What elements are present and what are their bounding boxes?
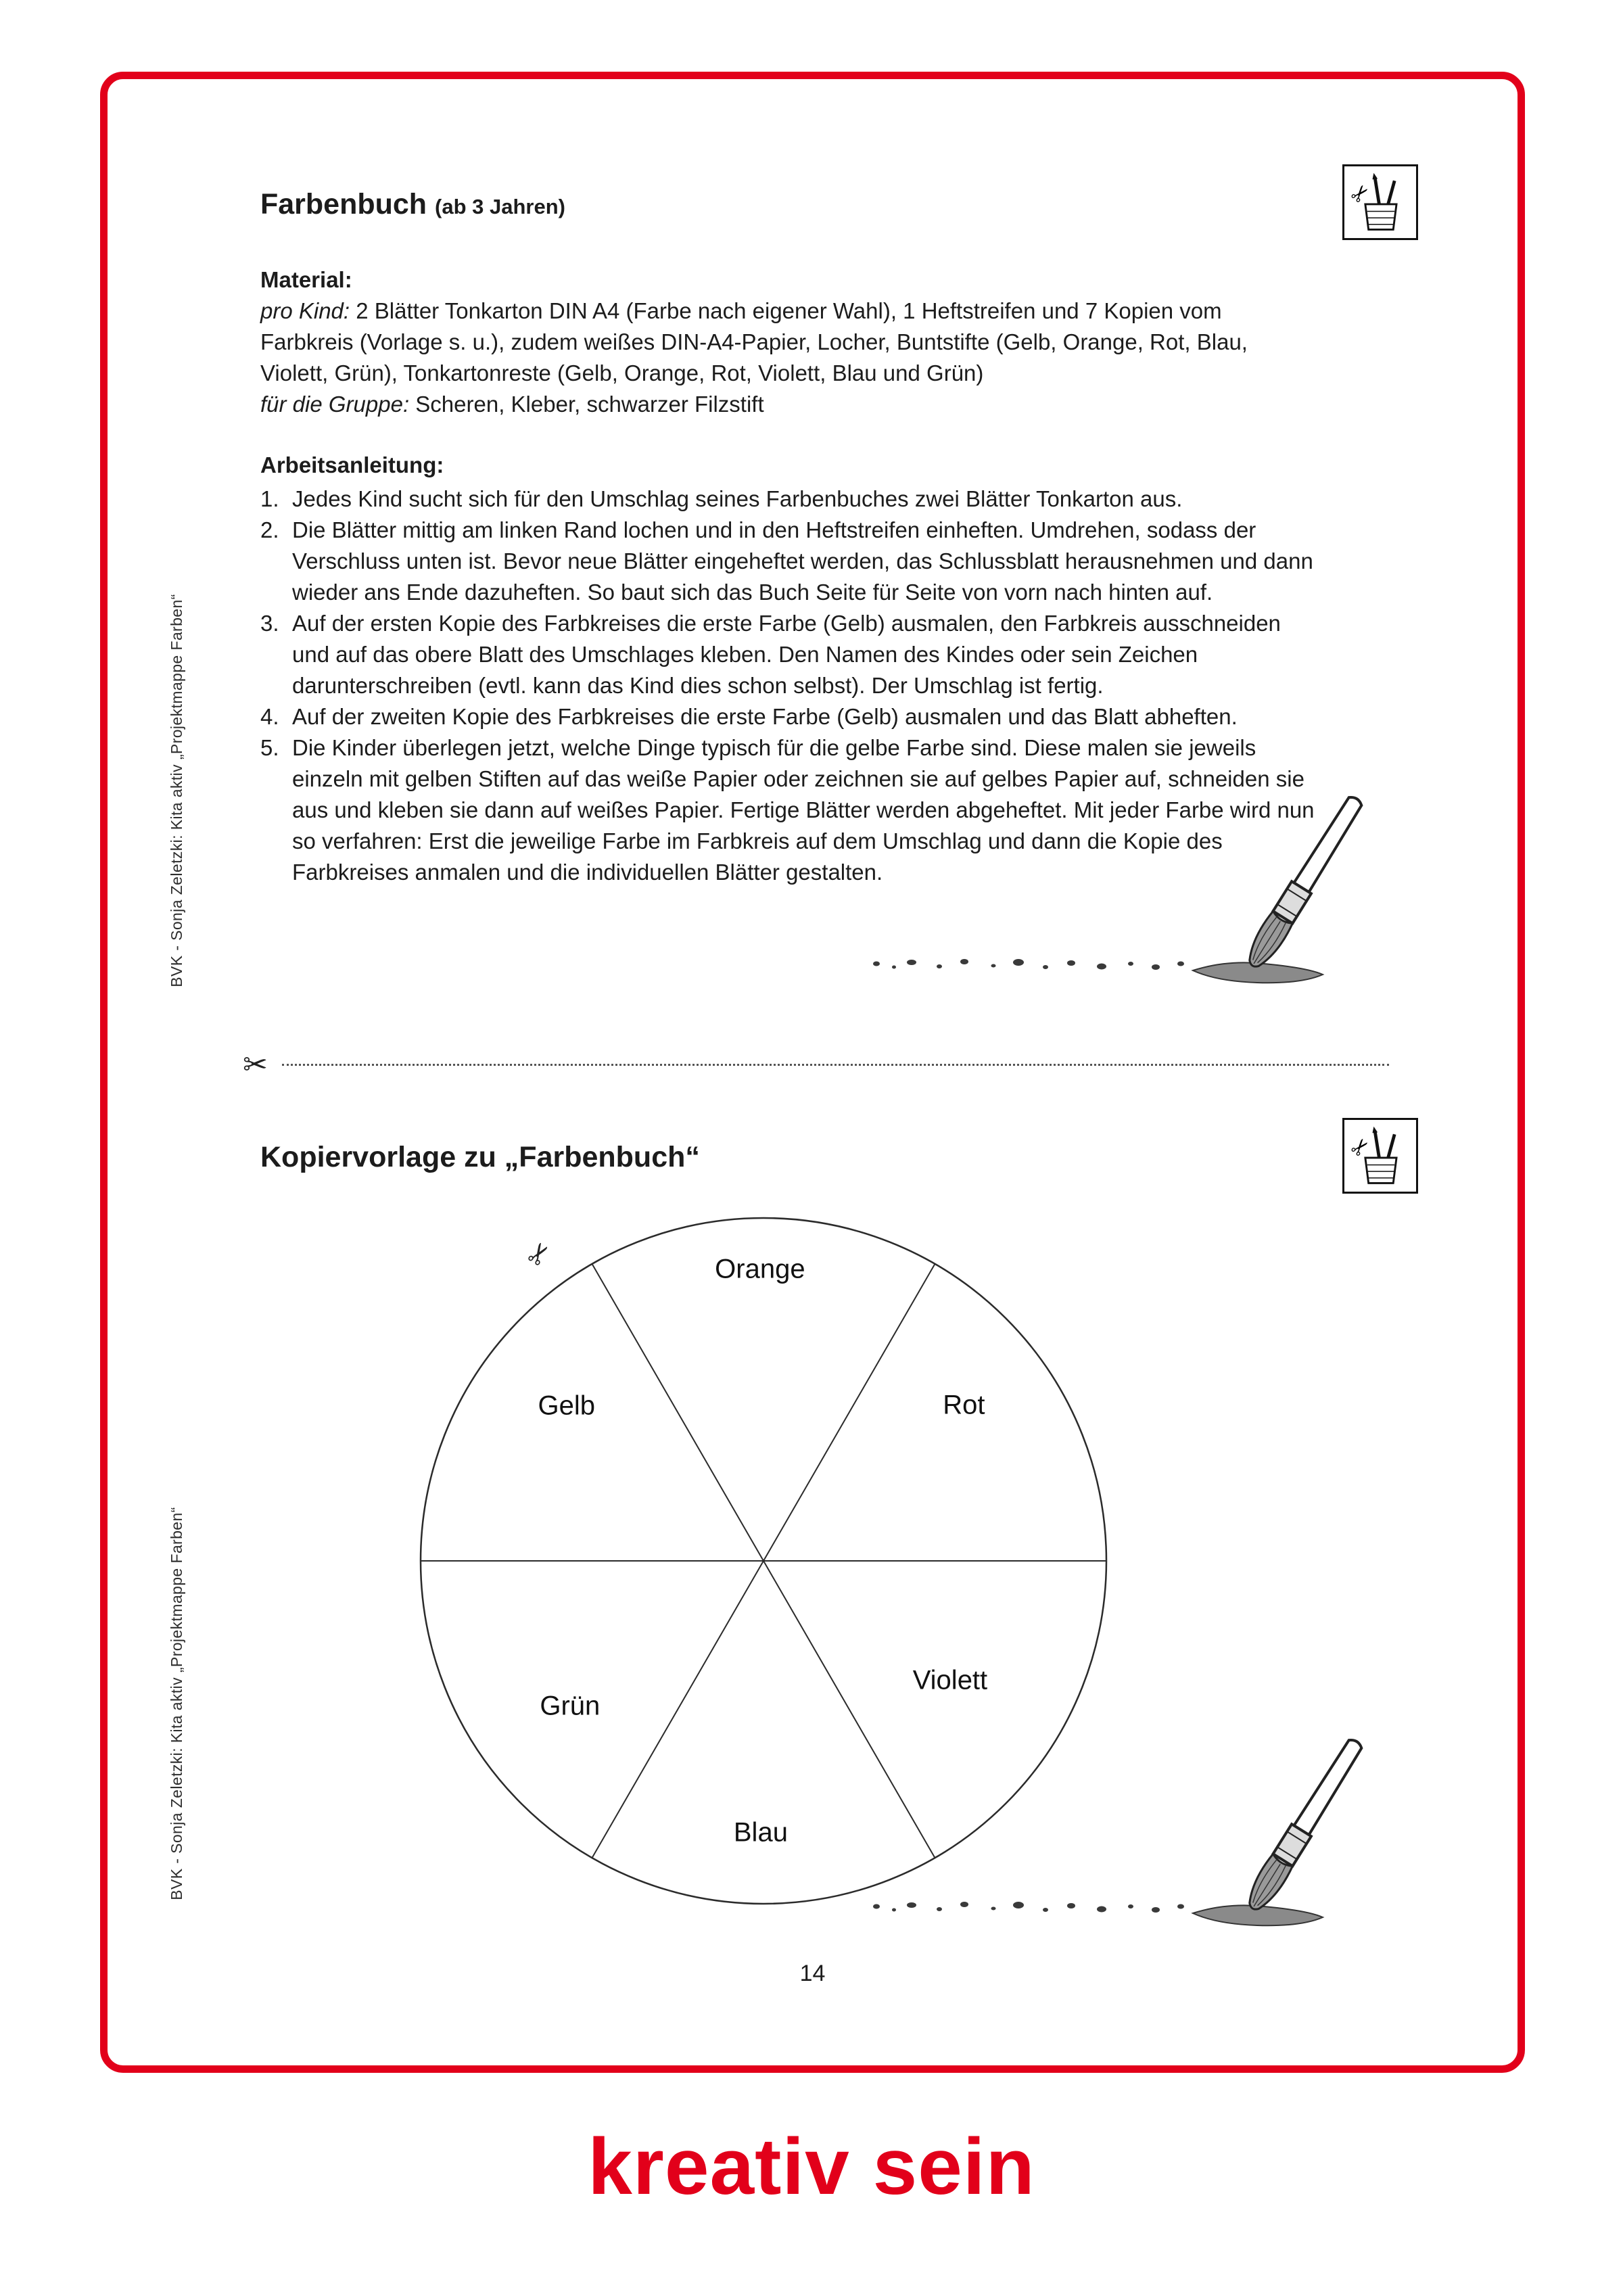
pencil-cup-icon — [1342, 1118, 1418, 1194]
scissors-icon: ✂ — [517, 1234, 561, 1275]
wheel-segment-label-rot: Rot — [939, 1390, 989, 1421]
template-title: Kopiervorlage zu „Farbenbuch“ — [260, 1141, 700, 1173]
material-gruppe-text: Scheren, Kleber, schwarzer Filzstift — [415, 392, 764, 417]
step-item: Die Kinder überlegen jetzt, welche Dinge typisch für die gelbe Farbe sind. Diese malen sie jeweils einzeln mit gelben Stiften auf das weiße Papier oder zeichnen sie auf gelbes Papier auf, schneiden sie aus und kleben sie dann auf weißes Papier. Fertige Blätter werden abgeheftet. Mit jeder Farbe wird nun so verfahren: Erst die jeweilige Farbe im Farbkreis auf dem Umschlag und dann die Kopie des Farbkreises anmalen und die individuellen Blätter gestalten. — [292, 735, 1315, 885]
step-item: Jedes Kind sucht sich für den Umschlag seines Farbenbuches zwei Blätter Tonkarton aus. — [292, 486, 1183, 511]
material-gruppe-label: für die Gruppe: — [260, 392, 410, 417]
step-item: Die Blätter mittig am linken Rand lochen und in den Heftstreifen einheften. Umdrehen, sodass der Verschluss unten ist. Bevor neue Blätter eingeheftet werden, das Schlussblatt herausnehmen und dann wieder ans Ende dazuheften. So baut sich das Buch Seite für Seite von vorn nach hinten auf. — [292, 517, 1313, 605]
material-heading: Material: — [260, 267, 352, 292]
footer-brand: kreativ sein — [588, 2122, 1035, 2211]
wheel-segment-label-gruen: Grün — [536, 1691, 604, 1721]
dotted-cut-rule — [282, 1064, 1389, 1066]
worksheet-frame — [100, 72, 1525, 2073]
activity-section — [260, 187, 1319, 888]
page-title-age-note: (ab 3 Jahren) — [435, 195, 565, 218]
page-number: 14 — [799, 1961, 826, 1986]
material-gruppe — [260, 389, 1319, 420]
wheel-segment-label-blau: Blau — [730, 1817, 792, 1848]
wheel-segment-label-orange: Orange — [711, 1254, 809, 1284]
pencil-cup-icon — [1342, 164, 1418, 240]
material-pro-kind — [260, 296, 1319, 389]
paintbrush-illustration — [868, 1736, 1403, 1932]
sidebar-credit-top: BVK - Sonja Zeletzki: Kita aktiv „Projektmappe Farben“ — [168, 594, 185, 987]
scissors-icon: ✂ — [243, 1048, 268, 1081]
wheel-segment-label-violett: Violett — [909, 1665, 991, 1695]
page-title-text: Farbenbuch — [260, 188, 427, 220]
step-item: Auf der zweiten Kopie des Farbkreises die erste Farbe (Gelb) ausmalen und das Blatt abheften. — [292, 704, 1238, 729]
page-title — [260, 187, 1319, 224]
material-pro-kind-text: 2 Blätter Tonkarton DIN A4 (Farbe nach eigener Wahl), 1 Heftstreifen und 7 Kopien vom Farbkreis (Vorlage s. u.), zudem weißes DIN-A4-Papier, Locher, Buntstifte (Gelb, Orange, Rot, Blau, Violett, Grün), Tonkartonreste (Gelb, Orange, Rot, Violett, Blau und Grün) — [260, 298, 1248, 385]
step-item: Auf der ersten Kopie des Farbkreises die erste Farbe (Gelb) ausmalen, den Farbkreis ausschneiden und auf das obere Blatt des Umschlages kleben. Den Namen des Kindes oder sein Zeichen darunterschreiben (evtl. kann das Kind dies schon selbst). Der Umschlag ist fertig. — [292, 611, 1281, 698]
material-pro-kind-label: pro Kind: — [260, 298, 350, 323]
cut-line — [243, 1049, 1389, 1080]
sidebar-credit-bottom: BVK - Sonja Zeletzki: Kita aktiv „Projektmappe Farben“ — [168, 1507, 185, 1900]
wheel-segment-label-gelb: Gelb — [534, 1391, 599, 1422]
paintbrush-illustration — [868, 793, 1403, 989]
instructions-heading: Arbeitsanleitung: — [260, 452, 444, 477]
